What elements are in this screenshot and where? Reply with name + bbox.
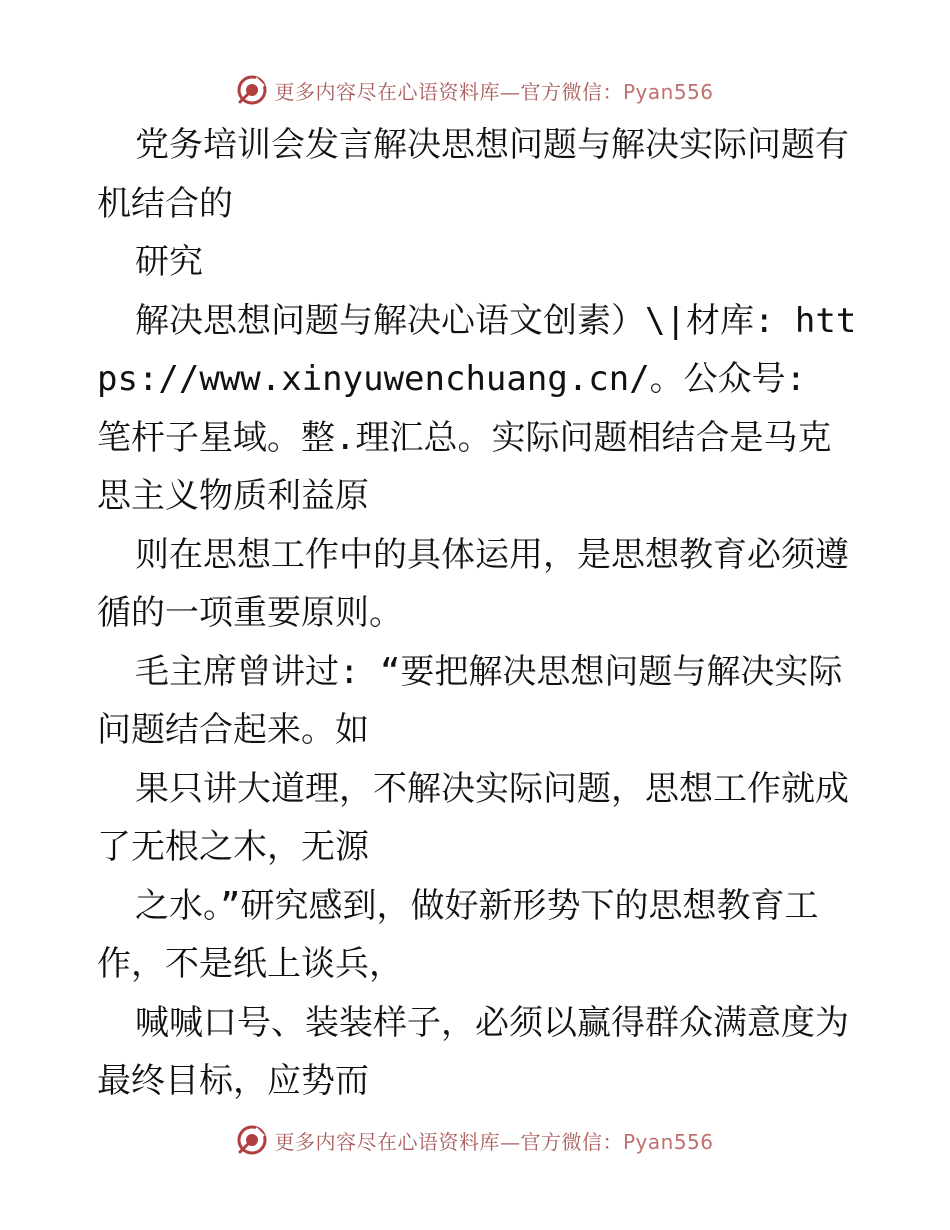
header-banner-text: 更多内容尽在心语资料库—官方微信：Pyan556 xyxy=(274,79,714,104)
header-banner-handle: Pyan556 xyxy=(622,79,714,104)
paragraph: 则在思想工作中的具体运用，是思想教育必须遵循的一项重要原则。 xyxy=(97,534,849,633)
paragraph-title: 党务培训会发言解决思想问题与解决实际问题有机结合的 xyxy=(97,125,849,224)
pen-seal-icon xyxy=(236,1124,268,1156)
paragraph: 喊喊口号、装装样子，必须以赢得群众满意度为最终目标，应势而 xyxy=(97,1002,849,1101)
paragraph: 之水。”研究感到，做好新形势下的思想教育工作，不是纸上谈兵， xyxy=(97,885,819,984)
document-body xyxy=(97,116,857,1111)
paragraph: 研究 xyxy=(135,242,203,282)
paragraph: 解决思想问题与解决心语文创素）\|材库: https://www.xinyuwenchuang.cn/。公众号: 笔杆子星域。整.理汇总。实际问题相结合是马克思主义物质利益原 xyxy=(97,300,857,516)
header-banner xyxy=(0,70,950,110)
footer-banner xyxy=(0,1120,950,1160)
pen-seal-icon xyxy=(236,74,268,106)
paragraph: 毛主席曾讲过: “要把解决思想问题与解决实际问题结合起来。如 xyxy=(97,651,843,750)
footer-banner-handle: Pyan556 xyxy=(622,1129,714,1154)
footer-banner-text: 更多内容尽在心语资料库—官方微信：Pyan556 xyxy=(274,1129,714,1154)
paragraph: 果只讲大道理，不解决实际问题，思想工作就成了无根之木，无源 xyxy=(97,768,849,867)
